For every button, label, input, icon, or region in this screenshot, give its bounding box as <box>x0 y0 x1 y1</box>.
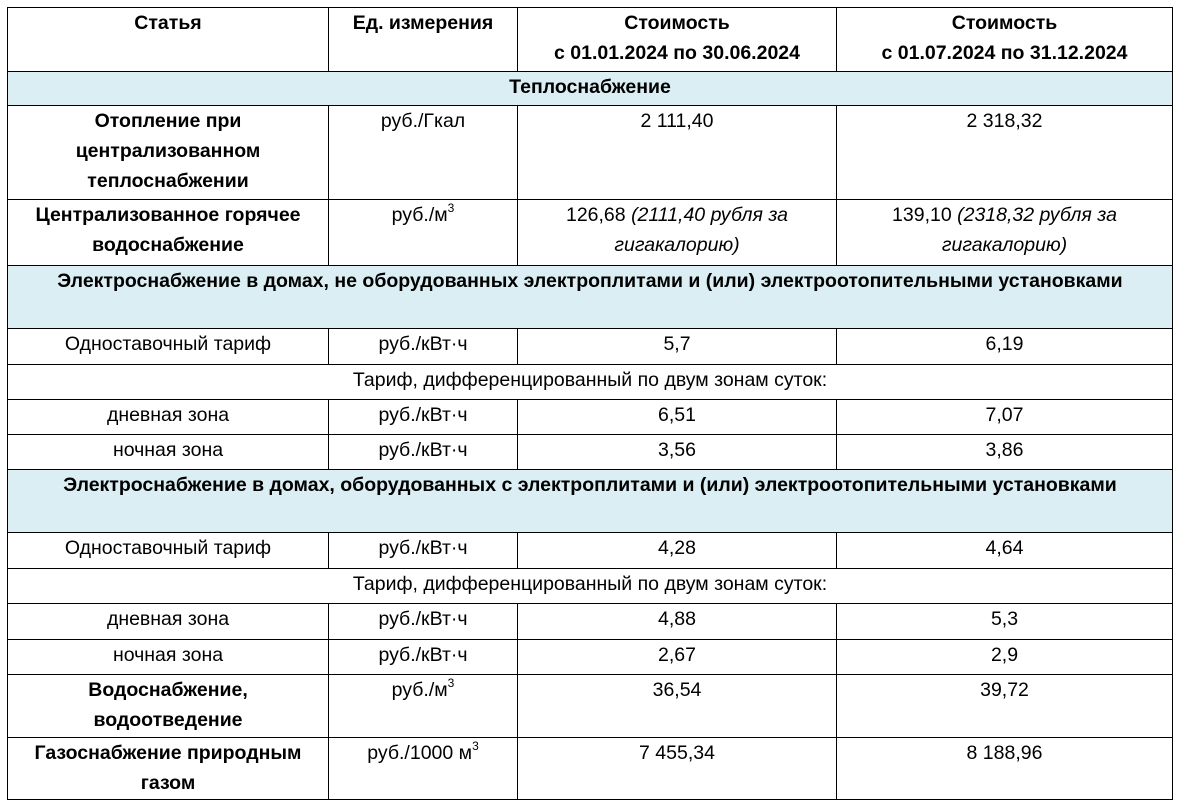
table-row <box>8 604 1173 640</box>
table-row <box>8 329 1173 365</box>
row-label-day-zone: дневная зона <box>8 400 329 435</box>
row-unit: $руб./м^3$ <box>329 200 518 266</box>
table-row <box>8 435 1173 470</box>
row-unit: $руб./м^3$ <box>329 675 518 738</box>
table-row <box>8 106 1173 200</box>
section-elec-stove-title: Электроснабжение в домах, оборудованных с электроплитами и (или) электроотопительными установками <box>8 470 1173 533</box>
row-value-h1: 2,67 <box>518 640 837 675</box>
row-value-h2: 3,86 <box>837 435 1173 470</box>
row-value-h1: 4,88 <box>518 604 837 640</box>
table-header-row <box>8 8 1173 72</box>
row-value-h2: 39,72 <box>837 675 1173 738</box>
row-label-gas: Газоснабжение природным газом <box>8 738 329 800</box>
table-row <box>8 640 1173 675</box>
row-value-h2: 2,9 <box>837 640 1173 675</box>
table-row <box>8 400 1173 435</box>
row-value-h1: 3,56 <box>518 435 837 470</box>
section-heat <box>8 72 1173 106</box>
zones-note: Тариф, дифференцированный по двум зонам суток: <box>8 569 1173 604</box>
table-row-note <box>8 365 1173 400</box>
row-value-h1: 2 111,40 <box>518 106 837 200</box>
row-label-night-zone: ночная зона <box>8 435 329 470</box>
row-label-single-tariff: Одноставочный тариф <box>8 329 329 365</box>
table-row <box>8 738 1173 800</box>
row-unit: руб./кВт·ч <box>329 604 518 640</box>
value-note: (2318,32 рубля за гигакалорию) <box>941 204 1117 256</box>
row-unit: руб./Гкал <box>329 106 518 200</box>
header-cost-h1: Стоимость с 01.01.2024 по 30.06.2024 <box>518 8 837 72</box>
row-value-h1: 4,28 <box>518 533 837 569</box>
row-unit: руб./кВт·ч <box>329 435 518 470</box>
header-article: Статья <box>8 8 329 72</box>
table-row <box>8 675 1173 738</box>
section-elec-stove <box>8 470 1173 533</box>
section-elec-no-stove-title: Электроснабжение в домах, не оборудованных электроплитами и (или) электроотопительными установками <box>8 266 1173 329</box>
row-value-h1: 5,7 <box>518 329 837 365</box>
row-value-h2: 5,3 <box>837 604 1173 640</box>
row-value-h1: 126,68 (2111,40 рубля за гигакалорию) <box>518 200 837 266</box>
row-unit: руб./кВт·ч <box>329 640 518 675</box>
row-value-h2: 139,10 (2318,32 рубля за гигакалорию) <box>837 200 1173 266</box>
header-cost-h2: Стоимость с 01.07.2024 по 31.12.2024 <box>837 8 1173 72</box>
table-row <box>8 200 1173 266</box>
row-value-h2: 8 188,96 <box>837 738 1173 800</box>
row-unit: руб./1000 $м^3$ <box>329 738 518 800</box>
section-elec-no-stove <box>8 266 1173 329</box>
header-unit: Ед. измерения <box>329 8 518 72</box>
row-value-h2: 2 318,32 <box>837 106 1173 200</box>
row-value-h1: 7 455,34 <box>518 738 837 800</box>
row-unit: руб./кВт·ч <box>329 533 518 569</box>
row-label-hot-water: Централизованное горячее водоснабжение <box>8 200 329 266</box>
section-heat-title: Теплоснабжение <box>8 72 1173 106</box>
row-value-h2: 4,64 <box>837 533 1173 569</box>
row-label-water: Водоснабжение, водоотведение <box>8 675 329 738</box>
row-label-day-zone: дневная зона <box>8 604 329 640</box>
row-value-h1: 6,51 <box>518 400 837 435</box>
row-value-h2: 6,19 <box>837 329 1173 365</box>
zones-note: Тариф, дифференцированный по двум зонам суток: <box>8 365 1173 400</box>
row-label-single-tariff: Одноставочный тариф <box>8 533 329 569</box>
row-label-heating: Отопление при централизованном теплоснабжении <box>8 106 329 200</box>
row-value-h1: 36,54 <box>518 675 837 738</box>
row-value-h2: 7,07 <box>837 400 1173 435</box>
table-row-note <box>8 569 1173 604</box>
value-note: (2111,40 рубля за гигакалорию) <box>614 204 789 256</box>
row-unit: руб./кВт·ч <box>329 329 518 365</box>
table-row <box>8 533 1173 569</box>
row-label-night-zone: ночная зона <box>8 640 329 675</box>
tariff-table <box>7 7 1173 800</box>
row-unit: руб./кВт·ч <box>329 400 518 435</box>
